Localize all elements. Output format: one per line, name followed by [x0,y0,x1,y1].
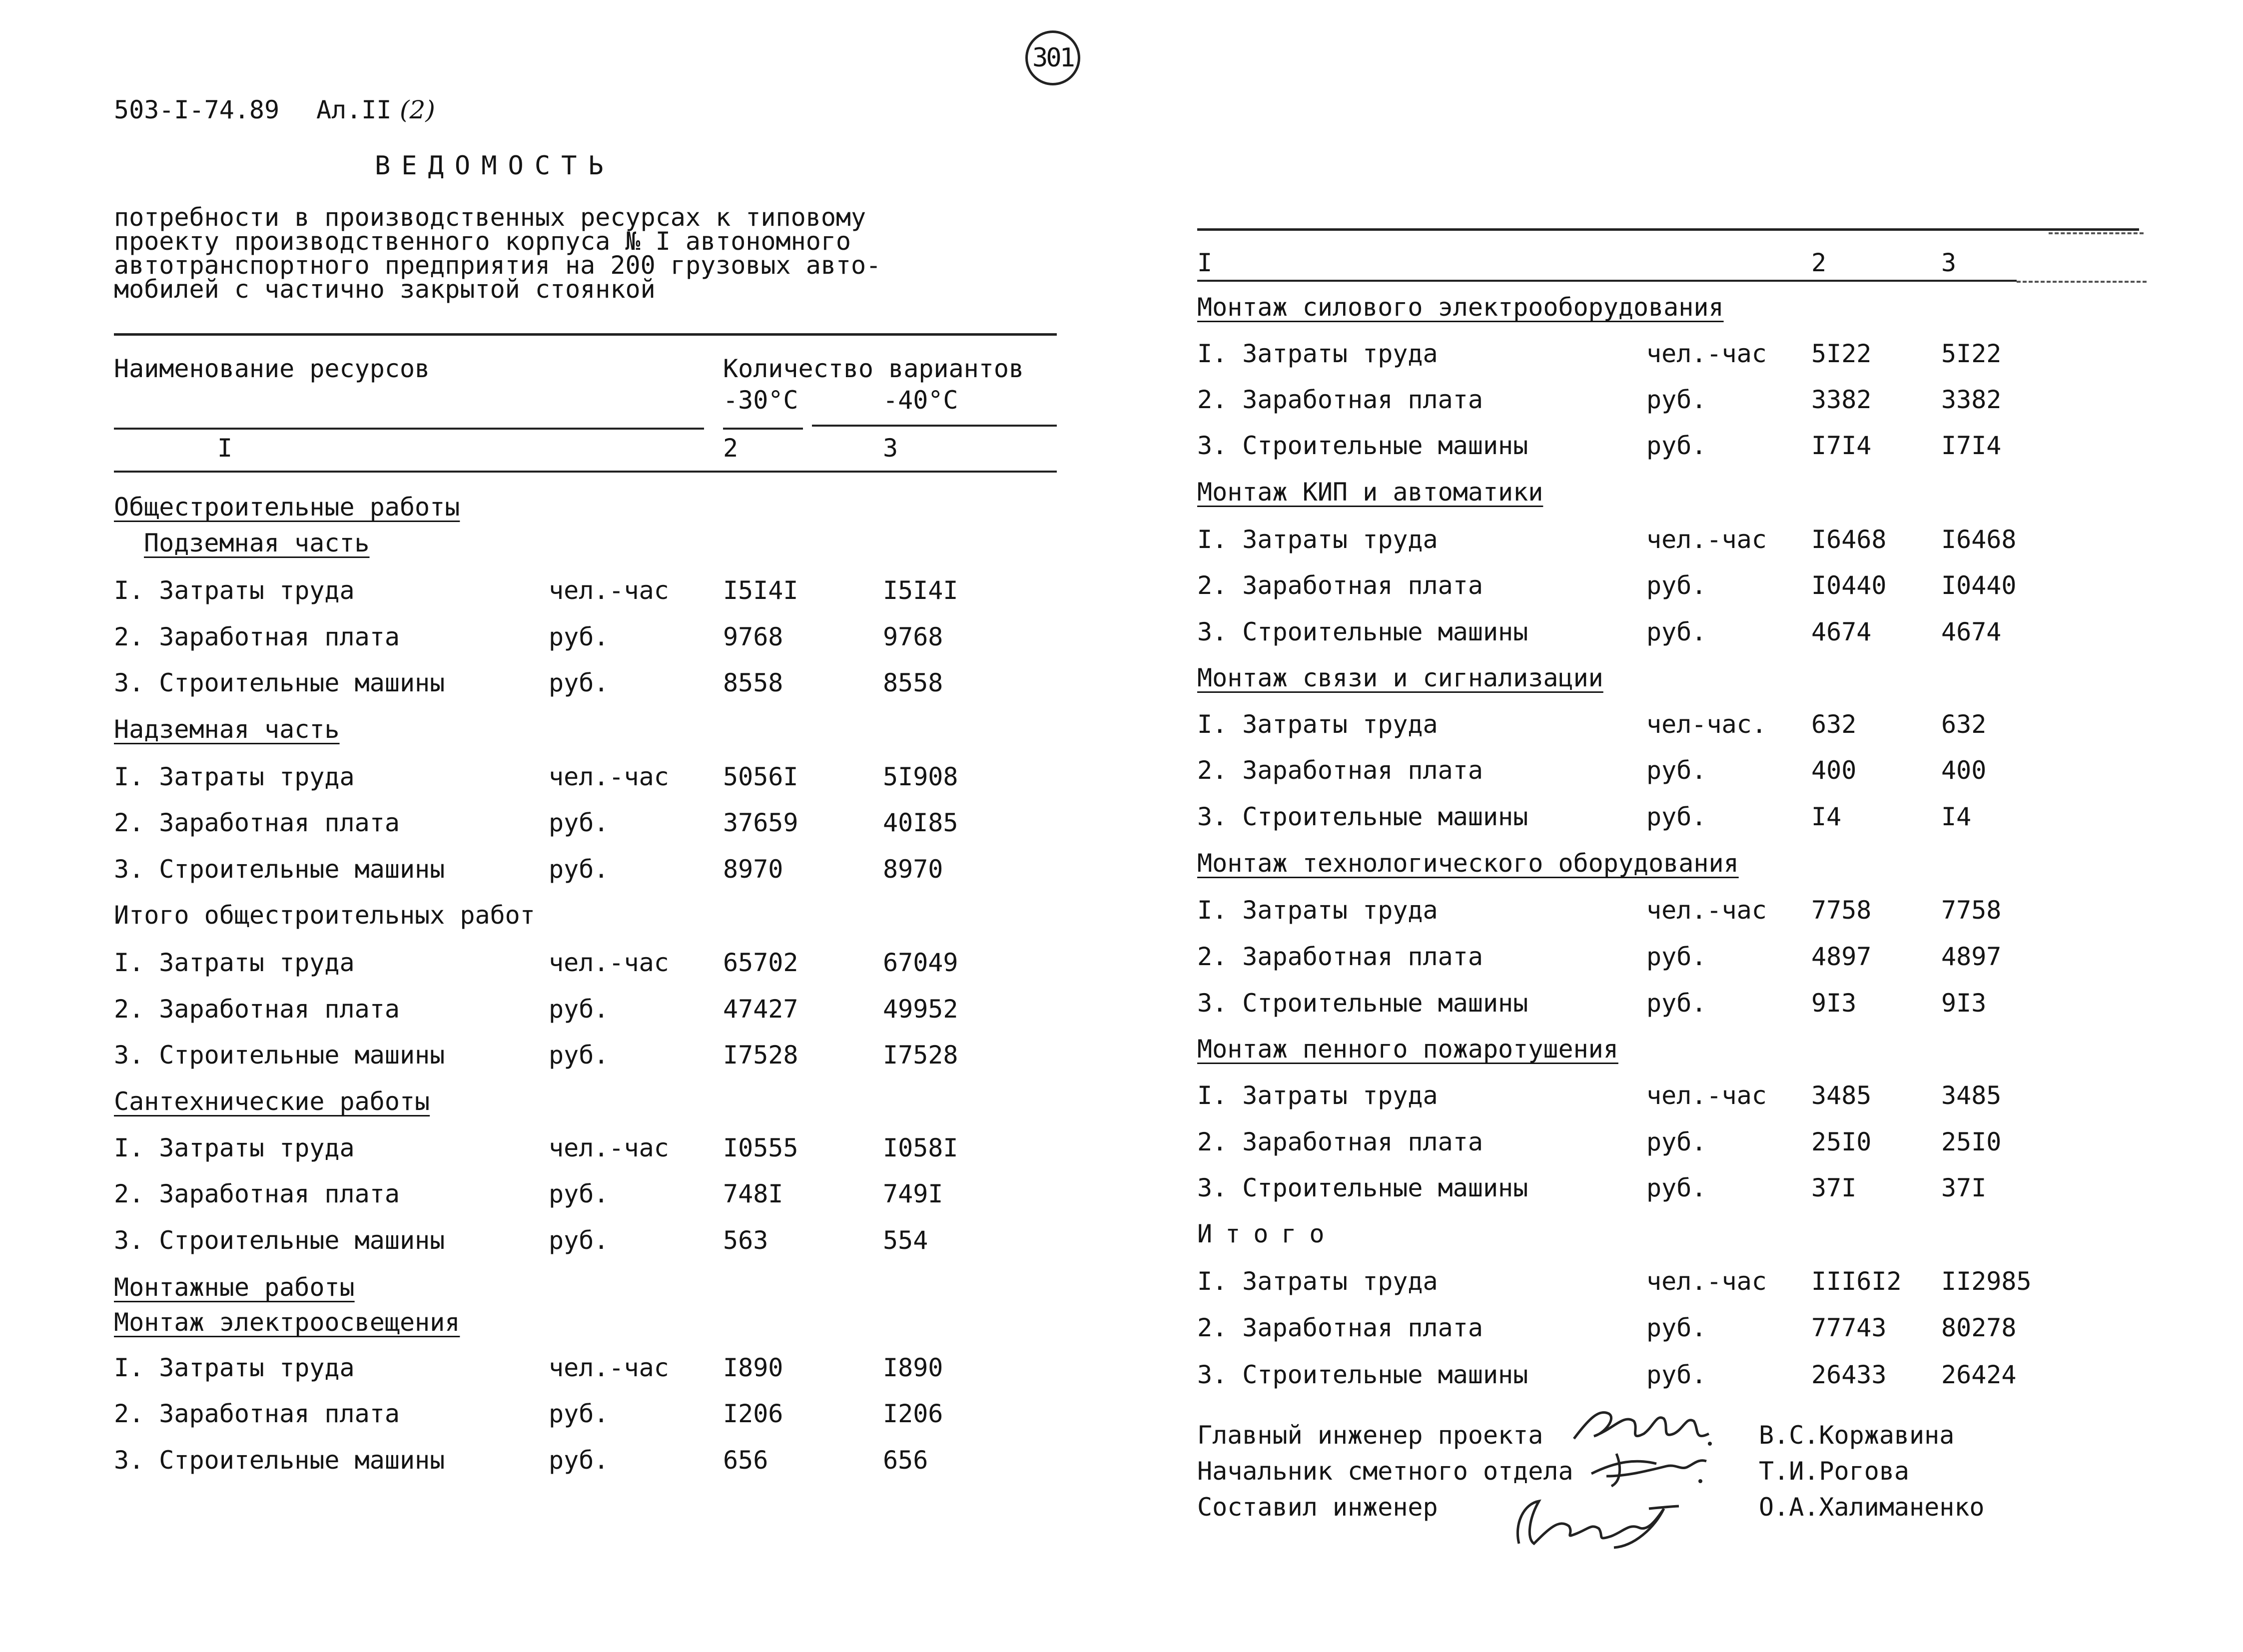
value-variant-1: I0555 [723,1133,798,1162]
resource-unit: руб. [1646,1173,1707,1202]
resource-label: 3. Строительные машины [114,1226,445,1255]
resource-unit: руб. [549,1446,609,1475]
section-heading: Сантехнические работы [114,1087,430,1116]
value-variant-2: 632 [1941,710,1987,739]
value-variant-1: I0440 [1811,571,1887,600]
value-variant-2: 3382 [1941,385,2002,414]
signature-name: В.С.Коржавина [1759,1421,1955,1450]
value-variant-2: 4897 [1941,942,2002,971]
resource-unit: руб. [549,1399,609,1428]
header-variant-40: -40°С [883,386,958,415]
value-variant-1: 8970 [723,855,783,884]
value-variant-1: 47427 [723,995,798,1024]
signature-role: Начальник сметного отдела [1197,1457,1573,1486]
right-table-top-rule [1197,228,2139,231]
value-variant-2: 5I22 [1941,339,2002,368]
value-variant-2: I6468 [1941,525,2017,554]
value-variant-2: 26424 [1941,1360,2017,1389]
resource-unit: чел.-час [549,762,669,791]
header-quantity-column: Количество вариантов [723,354,1024,383]
resource-unit: руб. [1646,989,1707,1018]
value-variant-1: 748I [723,1179,783,1208]
handwritten-signature [1569,1399,1714,1454]
value-variant-2: 7758 [1941,896,2002,925]
resource-unit: руб. [1646,617,1707,646]
value-variant-1: 77743 [1811,1313,1887,1342]
value-variant-1: I7I4 [1811,431,1872,460]
resource-unit: чел.-час [549,576,669,605]
value-variant-2: II2985 [1941,1267,2032,1296]
value-variant-1: I6468 [1811,525,1887,554]
value-variant-1: 632 [1811,710,1857,739]
resource-unit: руб. [549,1226,609,1255]
value-variant-2: 400 [1941,756,1987,785]
table-top-rule [114,333,1057,336]
resource-label: 2. Заработная плата [1197,385,1483,414]
value-variant-2: I5I4I [883,576,958,605]
value-variant-2: I058I [883,1133,958,1162]
resource-unit: руб. [1646,431,1707,460]
resource-label: 2. Заработная плата [1197,1127,1483,1156]
value-variant-1: III6I2 [1811,1267,1902,1296]
value-variant-1: I4 [1811,802,1842,831]
resource-unit: руб. [549,1179,609,1208]
value-variant-2: 3485 [1941,1081,2002,1110]
header-name-column: Наименование ресурсов [114,354,430,383]
right-header-bottom-rule [1197,280,2017,282]
value-variant-2: 25I0 [1941,1127,2002,1156]
value-variant-1: 25I0 [1811,1127,1872,1156]
resource-label: 2. Заработная плата [114,1399,400,1428]
resource-unit: чел.-час [549,1133,669,1162]
resource-unit: чел.-час [1646,525,1767,554]
resource-label: 2. Заработная плата [1197,571,1483,600]
section-heading: Монтаж электроосвещения [114,1308,460,1337]
value-variant-2: 37I [1941,1173,1987,1202]
value-variant-1: 563 [723,1226,768,1255]
section-heading: Монтаж технологического оборудования [1197,849,1739,878]
resource-label: I. Затраты труда [114,762,355,791]
description-line: мобилей с частично закрытой стоянкой [114,275,656,304]
value-variant-2: 4674 [1941,617,2002,646]
value-variant-2: 80278 [1941,1313,2017,1342]
value-variant-2: I4 [1941,802,1972,831]
section-subheading: Подземная часть [144,529,370,557]
resource-label: I. Затраты труда [1197,339,1438,368]
value-variant-1: I7528 [723,1041,798,1070]
value-variant-2: 656 [883,1446,928,1475]
value-variant-1: 9I3 [1811,989,1857,1018]
section-heading: Надземная часть [114,715,340,744]
resource-label: 2. Заработная плата [114,622,400,651]
resource-unit: чел.-час [549,1353,669,1382]
resource-unit: руб. [1646,1127,1707,1156]
description-line: автотранспортного предприятия на 200 грузовых авто- [114,251,881,280]
value-variant-2: 67049 [883,948,958,977]
resource-label: I. Затраты труда [114,1353,355,1382]
value-variant-2: 9I3 [1941,989,1987,1018]
resource-label: I. Затраты труда [114,1133,355,1162]
column-number: I [217,434,233,463]
resource-unit: руб. [1646,802,1707,831]
value-variant-2: 5I908 [883,762,958,791]
right-column-number: 3 [1941,248,1957,277]
value-variant-1: 4674 [1811,617,1872,646]
right-column-number: 2 [1811,248,1827,277]
section-heading: Монтаж пенного пожаротушения [1197,1035,1618,1064]
value-variant-2: I0440 [1941,571,2017,600]
section-heading: Монтаж связи и сигнализации [1197,663,1603,692]
resource-unit: руб. [1646,571,1707,600]
resource-unit: руб. [1646,942,1707,971]
description-line: проекту производственного корпуса № I автономного [114,227,851,256]
header-variant-30: -30°С [723,386,798,415]
resource-unit: чел.-час [1646,1081,1767,1110]
value-variant-1: I5I4I [723,576,798,605]
document-code: 503-I-74.89 [114,95,280,124]
resource-unit: руб. [549,1041,609,1070]
signature-role: Составил инженер [1197,1493,1438,1522]
page-number-stamp: 301 [1025,30,1080,85]
resource-label: 3. Строительные машины [1197,431,1528,460]
section-heading: Монтаж КИП и автоматики [1197,478,1543,507]
album-label: Ал.II [316,95,392,124]
resource-unit: чел.-час [1646,1267,1767,1296]
resource-label: I. Затраты труда [1197,1081,1438,1110]
value-variant-1: 5I22 [1811,339,1872,368]
resource-unit: чел-час. [1646,710,1767,739]
resource-label: 3. Строительные машины [1197,617,1528,646]
resource-unit: руб. [549,622,609,651]
value-variant-1: I890 [723,1353,783,1382]
signature-name: О.А.Халиманенко [1759,1493,1985,1522]
resource-label: 3. Строительные машины [1197,1173,1528,1202]
value-variant-1: 400 [1811,756,1857,785]
resource-label: 2. Заработная плата [114,1179,400,1208]
value-variant-1: 3485 [1811,1081,1872,1110]
resource-label: 2. Заработная плата [1197,942,1483,971]
value-variant-1: 656 [723,1446,768,1475]
section-heading: Итого общестроительных работ [114,901,535,930]
resource-unit: руб. [1646,385,1707,414]
resource-label: 3. Строительные машины [114,855,445,884]
header-bottom-rule [114,471,1057,473]
resource-unit: руб. [549,995,609,1024]
document-title: ВЕДОМОСТЬ [375,151,615,181]
handwritten-signature [1586,1446,1711,1491]
resource-unit: руб. [549,855,609,884]
resource-label: 2. Заработная плата [114,995,400,1024]
column-number: 2 [723,434,739,463]
header-rule [723,428,803,430]
resource-unit: руб. [1646,1360,1707,1389]
resource-label: 3. Строительные машины [1197,1360,1528,1389]
resource-unit: руб. [549,808,609,837]
resource-label: I. Затраты труда [114,948,355,977]
value-variant-1: 3382 [1811,385,1872,414]
resource-label: 2. Заработная плата [114,808,400,837]
section-heading: Итого [1197,1219,1338,1248]
album-handwritten-number: (2) [400,95,435,124]
right-header-dash-rule [2017,281,2147,283]
value-variant-1: 8558 [723,668,783,697]
right-table-dash-rule [2049,232,2144,234]
resource-label: I. Затраты труда [1197,710,1438,739]
value-variant-1: I206 [723,1399,783,1428]
value-variant-1: 4897 [1811,942,1872,971]
section-heading: Монтажные работы [114,1273,355,1302]
value-variant-1: 5056I [723,762,798,791]
value-variant-2: I7I4 [1941,431,2002,460]
resource-label: 3. Строительные машины [114,1041,445,1070]
right-column-number: I [1197,248,1213,277]
value-variant-2: I890 [883,1353,943,1382]
value-variant-2: I7528 [883,1041,958,1070]
value-variant-2: 9768 [883,622,943,651]
value-variant-2: I206 [883,1399,943,1428]
value-variant-2: 49952 [883,995,958,1024]
signature-name: Т.И.Рогова [1759,1457,1910,1486]
header-rule [812,425,1057,427]
resource-label: I. Затраты труда [1197,1267,1438,1296]
resource-label: I. Затраты труда [1197,896,1438,925]
resource-unit: чел.-час [1646,896,1767,925]
resource-unit: чел.-час [1646,339,1767,368]
handwritten-signature [1504,1489,1684,1554]
description-line: потребности в производственных ресурсах к типовому [114,203,866,232]
value-variant-2: 40I85 [883,808,958,837]
value-variant-1: 65702 [723,948,798,977]
resource-unit: руб. [1646,756,1707,785]
resource-label: I. Затраты труда [1197,525,1438,554]
section-heading: Общестроительные работы [114,493,460,522]
resource-label: 3. Строительные машины [1197,802,1528,831]
value-variant-2: 8558 [883,668,943,697]
value-variant-1: 37I [1811,1173,1857,1202]
resource-label: I. Затраты труда [114,576,355,605]
value-variant-1: 7758 [1811,896,1872,925]
signature-role: Главный инженер проекта [1197,1421,1543,1450]
value-variant-2: 554 [883,1226,928,1255]
resource-label: 3. Строительные машины [114,668,445,697]
resource-label: 2. Заработная плата [1197,756,1483,785]
value-variant-2: 749I [883,1179,943,1208]
resource-unit: руб. [549,668,609,697]
resource-label: 3. Строительные машины [114,1446,445,1475]
resource-unit: руб. [1646,1313,1707,1342]
value-variant-1: 9768 [723,622,783,651]
resource-label: 2. Заработная плата [1197,1313,1483,1342]
column-number: 3 [883,434,898,463]
resource-unit: чел.-час [549,948,669,977]
value-variant-2: 8970 [883,855,943,884]
resource-label: 3. Строительные машины [1197,989,1528,1018]
header-rule [114,428,704,430]
value-variant-1: 37659 [723,808,798,837]
section-heading: Монтаж силового электрооборудования [1197,293,1724,322]
value-variant-1: 26433 [1811,1360,1887,1389]
